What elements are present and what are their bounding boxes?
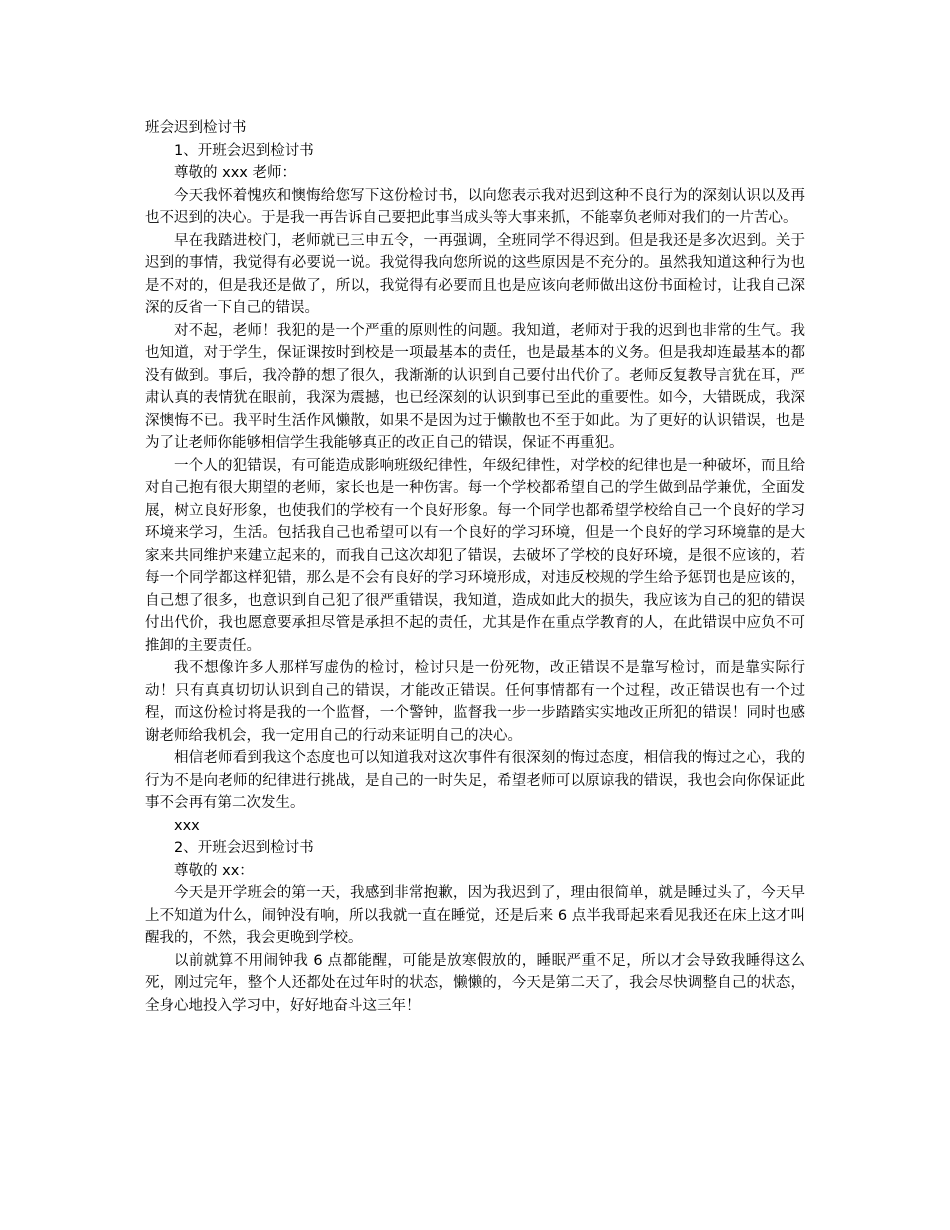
paragraph: 早在我踏进校门，老师就已三申五令，一再强调，全班同学不得迟到。但是我还是多次迟到。关于迟到的事情，我觉得有必要说一说。我觉得我向您所说的这些原因是不充分的。虽然我知道这种行为也是不对的，但是我还是做了，所以，我觉得有必要而且也是应该向老师做出这份书面检讨，让我自己深深的反省一下自己的错误。 — [145, 232, 805, 316]
paragraph: 今天我怀着愧疚和懊悔给您写下这份检讨书，以向您表示我对迟到这种不良行为的深刻认识以及再也不迟到的决心。于是我一再告诉自己要把此事当成头等大事来抓，不能辜负老师对我们的一片苦心。 — [145, 187, 805, 226]
document-title: 班会迟到检讨书 — [145, 120, 247, 136]
section-2 — [145, 837, 805, 1017]
section-1 — [145, 140, 805, 838]
paragraph: 我不想像许多人那样写虚伪的检讨，检讨只是一份死物，改正错误不是靠写检讨，而是靠实际行动！只有真真切切认识到自己的错误，才能改正错误。任何事情都有一个过程，改正错误也有一个过程，而这份检讨将是我的一个监督，一个警钟，监督我一步一步踏踏实实地改正所犯的错误！同时也感谢老师给我机会，我一定用自己的行动来证明自己的决心。 — [145, 660, 805, 744]
section-heading: 1、开班会迟到检讨书 — [174, 142, 314, 159]
salutation: 尊敬的 xxx 老师： — [174, 165, 296, 181]
paragraph: 以前就算不用闹钟我 6 点都能醒，可能是放寒假放的，睡眠严重不足，所以才会导致我睡得这么死，刚过完年，整个人还都处在过年时的状态，懒懒的，今天是第二天了，我会尽快调整自己的状态，全身心地投入学习中，好好地奋斗这三年！ — [145, 952, 805, 1014]
paragraph: 对不起，老师！我犯的是一个严重的原则性的问题。我知道，老师对于我的迟到也非常的生气。我也知道，对于学生，保证课按时到校是一项最基本的责任，也是最基本的义务。但是我却连最基本的都没有做到。事后，我冷静的想了很久，我渐渐的认识到自己要付出代价了。老师反复教导言犹在耳，严肃认真的表情犹在眼前，我深为震撼，也已经深刻的认识到事已至此的重要性。如今，大错既成，我深深懊悔不已。我平时生活作风懒散，如果不是因为过于懒散也不至于如此。为了更好的认识错误，也是为了让老师你能够相信学生我能够真正的改正自己的错误，保证不再重犯。 — [145, 322, 805, 451]
paragraph: 一个人的犯错误，有可能造成影响班级纪律性，年级纪律性，对学校的纪律也是一种破坏，而且给对自己抱有很大期望的老师，家长也是一种伤害。每一个学校都希望自己的学生做到品学兼优，全面发展，树立良好形象，也使我们的学校有一个良好形象。每一个同学也都希望学校给自己一个良好的学习环境来学习，生活。包括我自己也希望可以有一个良好的学习环境，但是一个良好的学习环境靠的是大家来共同维护来建立起来的，而我自己这次却犯了错误，去破坏了学校的良好环境，是很不应该的，若每一个同学都这样犯错，那么是不会有良好的学习环境形成，对违反校规的学生给予惩罚也是应该的，自己想了很多，也意识到自己犯了很严重错误，我知道，造成如此大的损失，我应该为自己的犯的错误付出代价，我也愿意要承担尽管是承担不起的责任，尤其是作在重点学教育的人，在此错误中应负不可推卸的主要责任。 — [145, 457, 805, 654]
document-page — [145, 117, 805, 1017]
section-heading: 2、开班会迟到检讨书 — [174, 840, 314, 856]
paragraph: 相信老师看到我这个态度也可以知道我对这次事件有很深刻的悔过态度，相信我的悔过之心，我的行为不是向老师的纪律进行挑战，是自己的一时失足，希望老师可以原谅我的错误，我也会向你保证此事不会再有第二次发生。 — [145, 750, 805, 811]
paragraph: 今天是开学班会的第一天，我感到非常抱歉，因为我迟到了，理由很简单，就是睡过头了，今天早上不知道为什么，闹钟没有响，所以我就一直在睡觉，还是后来 6 点半我哥起来看见我还在床上这才叫醒我的，不然，我会更晚到学校。 — [145, 885, 805, 946]
signature: xxx — [174, 817, 200, 834]
salutation: 尊敬的 xx： — [174, 862, 254, 879]
